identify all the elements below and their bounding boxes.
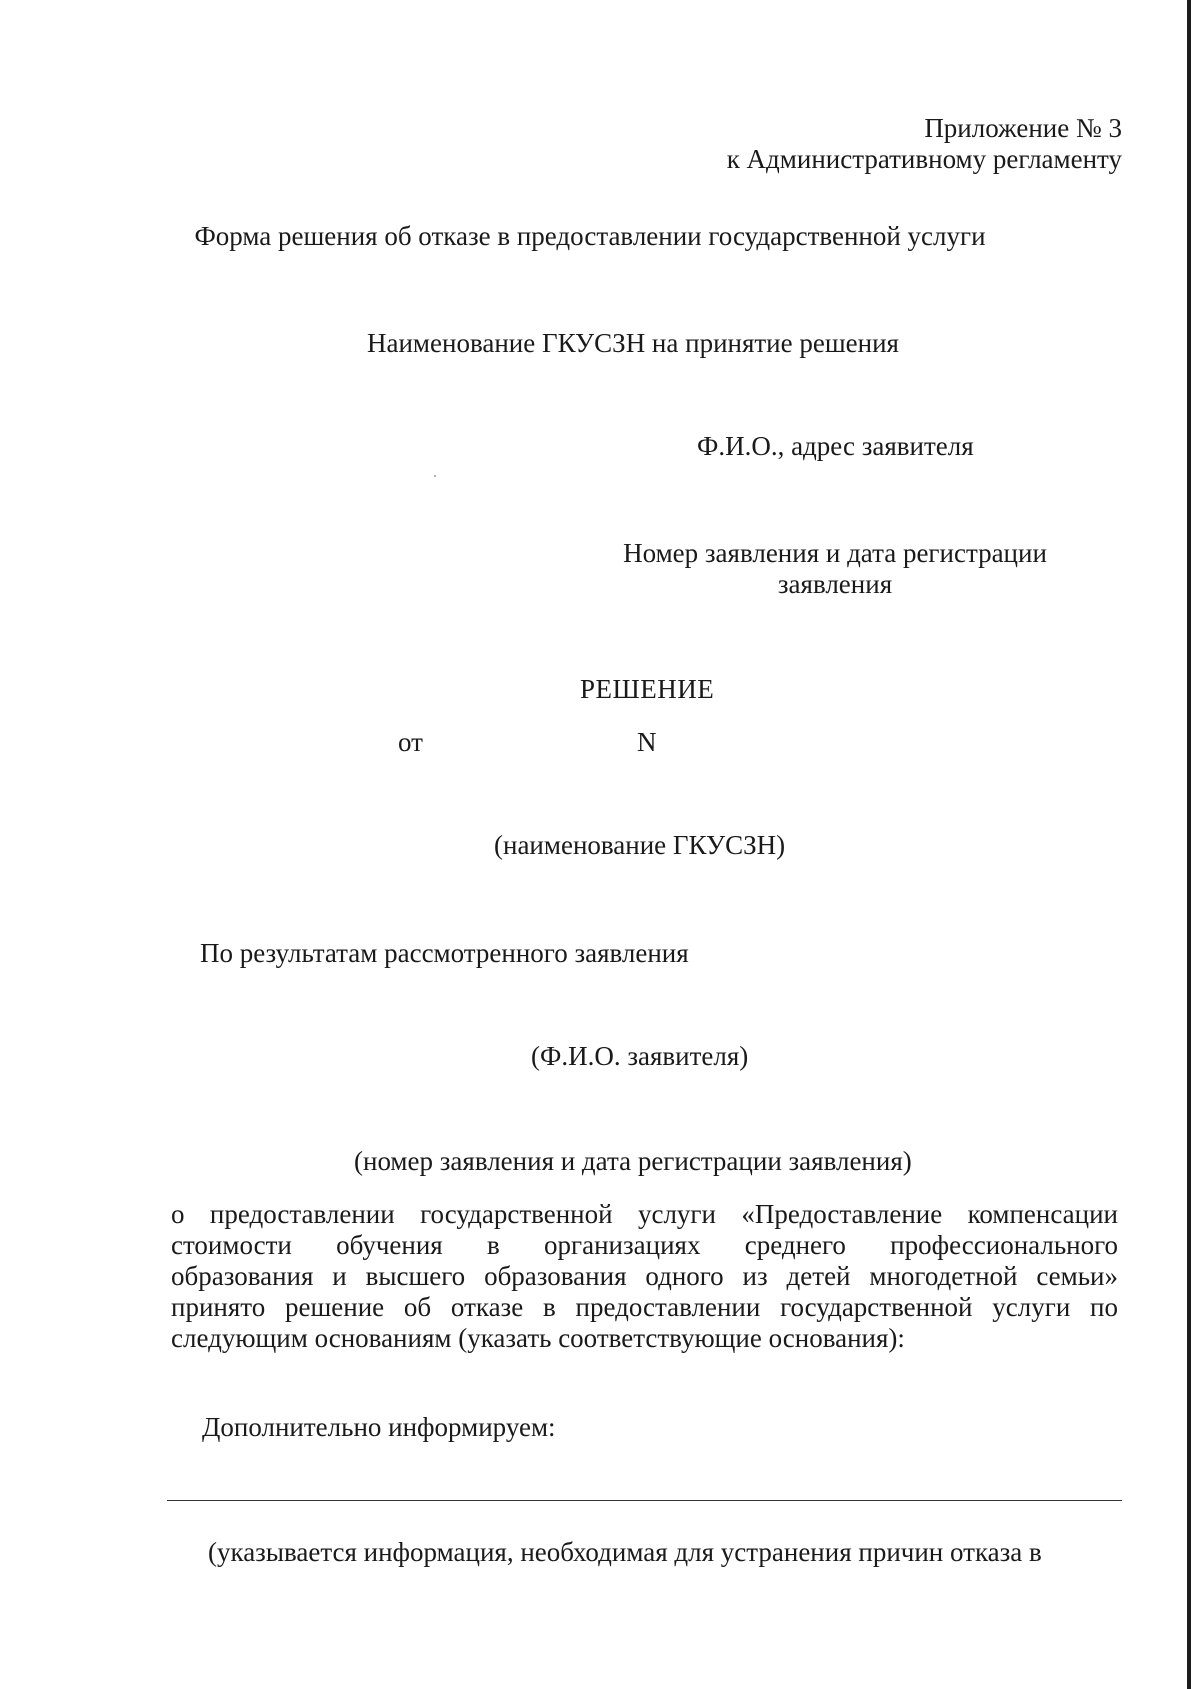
application-number-caption: (номер заявления и дата регистрации заявления) [354, 1146, 912, 1176]
applicant-header: Ф.И.О., адрес заявителя [697, 431, 974, 461]
body-line: следующим основаниям (указать соответствующие основания): [171, 1323, 905, 1353]
application-header-line1: Номер заявления и дата регистрации [623, 538, 1047, 568]
decision-number-label: N [637, 727, 657, 757]
appendix-reference: к Административному регламенту [726, 144, 1122, 174]
decision-body-paragraph [171, 1199, 1118, 1354]
body-line: принято решение об отказе в предоставлении государственной услуги по [171, 1292, 1118, 1322]
additional-info-label: Дополнительно информируем: [202, 1412, 556, 1442]
decision-title: РЕШЕНИЕ [580, 674, 715, 704]
body-line: стоимости обучения в организациях среднего профессионального [171, 1230, 1118, 1260]
authority-header: Наименование ГКУСЗН на принятие решения [367, 328, 899, 358]
appendix-header [727, 113, 1122, 175]
appendix-number: Приложение № 3 [924, 113, 1122, 143]
body-line: образования и высшего образования одного из детей многодетной семьи» [171, 1261, 1118, 1291]
form-title: Форма решения об отказе в предоставлении государственной услуги [194, 221, 986, 251]
organization-caption: (наименование ГКУСЗН) [494, 830, 786, 860]
fill-in-line [167, 1500, 1122, 1501]
instruction-caption: (указывается информация, необходимая для устранения причин отказа в [208, 1537, 1042, 1567]
scan-speck [434, 475, 436, 477]
body-line: о предоставлении государственной услуги «Предоставление компенсации [171, 1199, 1118, 1229]
applicant-name-caption: (Ф.И.О. заявителя) [531, 1041, 749, 1071]
application-header-line2: заявления [777, 569, 893, 599]
results-line: По результатам рассмотренного заявления [200, 938, 689, 968]
decision-date-label: от [398, 727, 423, 757]
scan-edge-line [1187, 0, 1191, 1689]
application-header [600, 538, 1070, 600]
